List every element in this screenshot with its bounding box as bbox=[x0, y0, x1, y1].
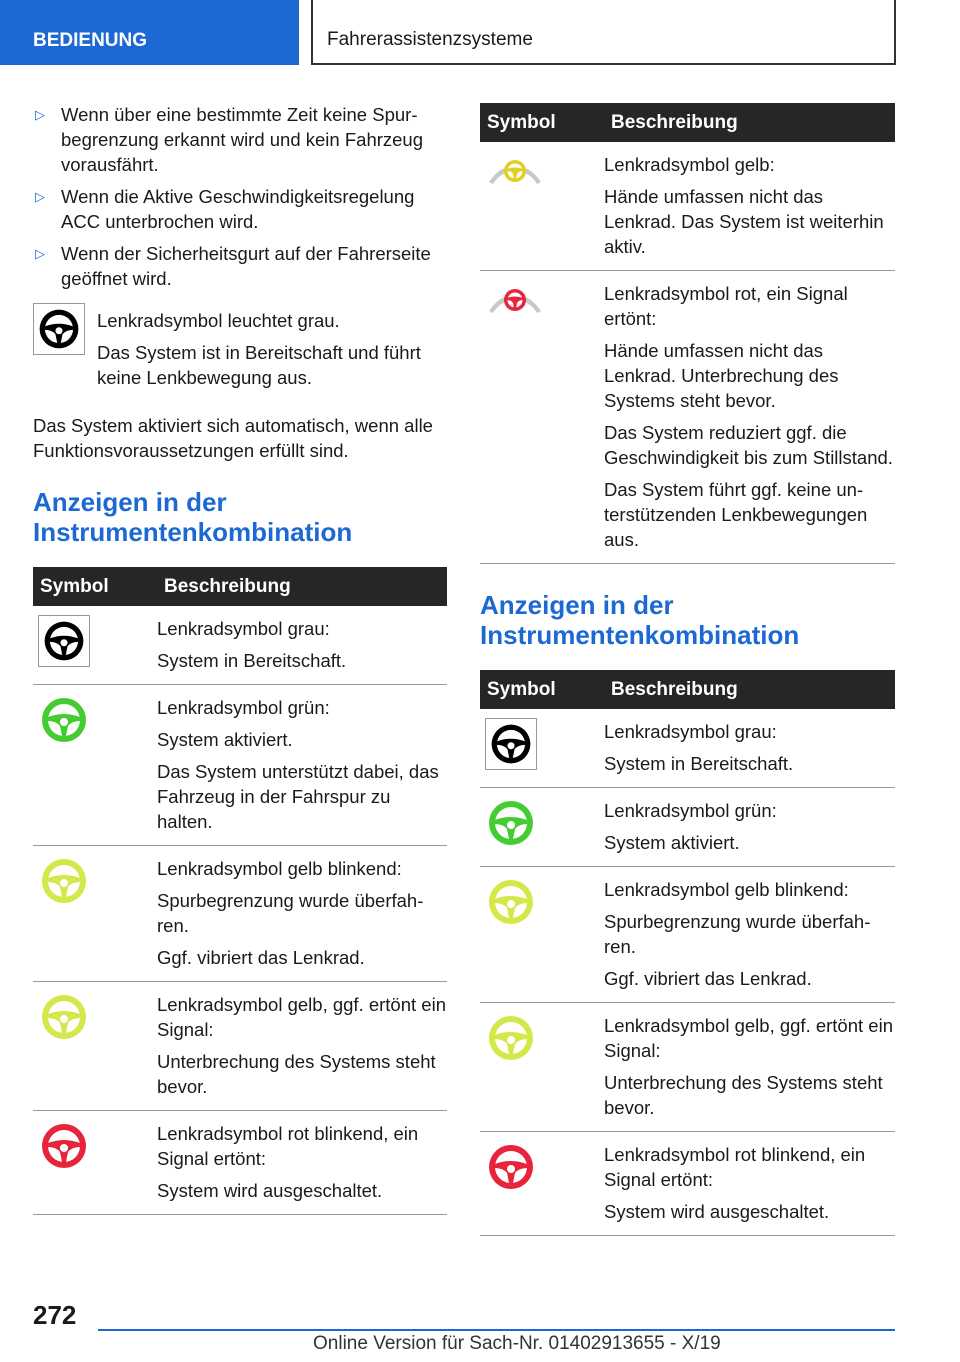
description-line: Lenkradsymbol rot blinkend, ein Signal ertönt: bbox=[157, 1123, 419, 1169]
description-line: Lenkradsymbol gelb, ggf. ertönt ein Signal: bbox=[157, 994, 446, 1040]
description-line: Das System unterstützt dabei, das Fahrzeug in der Fahrspur zu halten. bbox=[157, 761, 439, 832]
description-line: Spurbegrenzung wurde überfahren. bbox=[157, 890, 424, 936]
bullet-item bbox=[33, 241, 447, 291]
description-line: Lenkradsymbol rot, ein Signal ertönt: bbox=[604, 283, 848, 329]
description-line: Unterbrechung des Systems steht bevor. bbox=[604, 1072, 883, 1118]
table-row bbox=[33, 606, 447, 685]
table-row bbox=[480, 709, 895, 788]
description-line: Ggf. vibriert das Lenkrad. bbox=[604, 968, 812, 989]
description-line: Das System führt ggf. keine unterstützenden Lenkbewegungen aus. bbox=[604, 479, 868, 550]
description-line: Lenkradsymbol gelb blinkend: bbox=[157, 858, 402, 879]
description-line: Lenkradsymbol grau: bbox=[157, 618, 330, 639]
hands-on-wheel-yellow-icon bbox=[485, 151, 545, 191]
description-line: Lenkradsymbol grün: bbox=[604, 800, 777, 821]
bullet-text: Wenn der Sicherheitsgurt auf der Fahrerseite geöffnet wird. bbox=[61, 243, 431, 289]
description-line: System wird ausgeschaltet. bbox=[157, 1180, 383, 1201]
symbol-table-hands bbox=[480, 103, 895, 564]
bullet-list bbox=[33, 102, 447, 291]
description-line: System aktiviert. bbox=[157, 729, 293, 750]
description-line: Spurbegrenzung wurde überfahren. bbox=[604, 911, 871, 957]
steering-wheel-yellow-icon bbox=[485, 1012, 537, 1064]
table-row bbox=[480, 142, 895, 271]
triangle-bullet-icon: ▷ bbox=[35, 189, 45, 204]
bullet-item bbox=[33, 102, 447, 177]
description-line: Ggf. vibriert das Lenkrad. bbox=[157, 947, 365, 968]
table-row bbox=[480, 271, 895, 564]
steering-wheel-red-icon bbox=[485, 1141, 537, 1193]
steering-wheel-grey-icon bbox=[33, 303, 85, 355]
table-row bbox=[33, 846, 447, 982]
description-line: System wird ausgeschaltet. bbox=[604, 1201, 830, 1222]
right-column bbox=[480, 103, 895, 1236]
symbol-table bbox=[33, 567, 447, 1215]
triangle-bullet-icon: ▷ bbox=[35, 246, 45, 261]
steering-wheel-red-icon bbox=[38, 1120, 90, 1172]
footer-divider bbox=[98, 1329, 895, 1331]
description-line: System in Bereitschaft. bbox=[604, 753, 794, 774]
inline-symbol-note bbox=[33, 303, 447, 397]
description-line: Lenkradsymbol gelb blinkend: bbox=[604, 879, 849, 900]
description-line: Lenkradsymbol gelb: bbox=[604, 154, 775, 175]
steering-wheel-yellow-icon bbox=[38, 991, 90, 1043]
col-header-description: Beschreibung bbox=[604, 103, 895, 142]
description-line: Lenkradsymbol gelb, ggf. ertönt ein Signal: bbox=[604, 1015, 893, 1061]
left-column bbox=[33, 102, 447, 1215]
auto-activation-paragraph: Das System aktiviert sich automatisch, wenn alle Funktionsvoraussetzungen erfüllt sind. bbox=[33, 415, 433, 461]
table-row bbox=[480, 788, 895, 867]
steering-wheel-green-icon bbox=[485, 797, 537, 849]
description-line: Lenkradsymbol grau: bbox=[604, 721, 777, 742]
page-number: 272 bbox=[33, 1300, 77, 1330]
steering-wheel-grey-icon bbox=[485, 718, 537, 770]
col-header-symbol: Symbol bbox=[33, 567, 157, 606]
bullet-text: Wenn über eine bestimmte Zeit keine Spurbegrenzung erkannt wird und kein Fahrzeug vorausfährt. bbox=[61, 104, 424, 175]
steering-wheel-yellow-icon bbox=[38, 855, 90, 907]
col-header-description: Beschreibung bbox=[604, 670, 895, 709]
description-line: System in Bereitschaft. bbox=[157, 650, 347, 671]
inline-symbol-line: Lenkradsymbol leuchtet grau. bbox=[97, 310, 340, 331]
table-row bbox=[33, 1111, 447, 1215]
header-section-label: BEDIENUNG bbox=[0, 0, 299, 65]
col-header-description: Beschreibung bbox=[157, 567, 447, 606]
bullet-item bbox=[33, 184, 447, 234]
bullet-text: Wenn die Aktive Geschwindigkeitsregelung ACC unterbrochen wird. bbox=[61, 186, 415, 232]
description-line: System aktiviert. bbox=[604, 832, 740, 853]
description-line: Lenkradsymbol grün: bbox=[157, 697, 330, 718]
description-line: Hände umfassen nicht das Lenkrad. Das System ist weiterhin aktiv. bbox=[604, 186, 884, 257]
table-row bbox=[480, 867, 895, 1003]
steering-wheel-green-icon bbox=[38, 694, 90, 746]
col-header-symbol: Symbol bbox=[480, 670, 604, 709]
section-heading: Anzeigen in der Instrumentenkombination bbox=[480, 590, 800, 650]
description-line: Unterbrechung des Systems steht bevor. bbox=[157, 1051, 436, 1097]
description-line: Lenkradsymbol rot blinkend, ein Signal ertönt: bbox=[604, 1144, 866, 1190]
symbol-table bbox=[480, 670, 895, 1236]
section-heading: Anzeigen in der Instrumentenkombination bbox=[33, 487, 353, 547]
triangle-bullet-icon: ▷ bbox=[35, 107, 45, 122]
description-line: Hände umfassen nicht das Lenkrad. Unterbrechung des Systems steht bevor. bbox=[604, 340, 839, 411]
table-row bbox=[480, 1003, 895, 1132]
table-row bbox=[33, 685, 447, 846]
header-chapter-title: Fahrerassistenzsysteme bbox=[311, 0, 896, 65]
col-header-symbol: Symbol bbox=[480, 103, 604, 142]
steering-wheel-grey-icon bbox=[38, 615, 90, 667]
steering-wheel-yellow-icon bbox=[485, 876, 537, 928]
table-row bbox=[33, 982, 447, 1111]
hands-on-wheel-red-icon bbox=[485, 280, 545, 320]
table-row bbox=[480, 1132, 895, 1236]
inline-symbol-line: Das System ist in Bereitschaft und führt keine Lenkbewegung aus. bbox=[97, 342, 421, 388]
footer-version-text: Online Version für Sach-Nr. 01402913655 - X/19 bbox=[313, 1333, 721, 1354]
description-line: Das System reduziert ggf. die Geschwindigkeit bis zum Stillstand. bbox=[604, 422, 893, 468]
